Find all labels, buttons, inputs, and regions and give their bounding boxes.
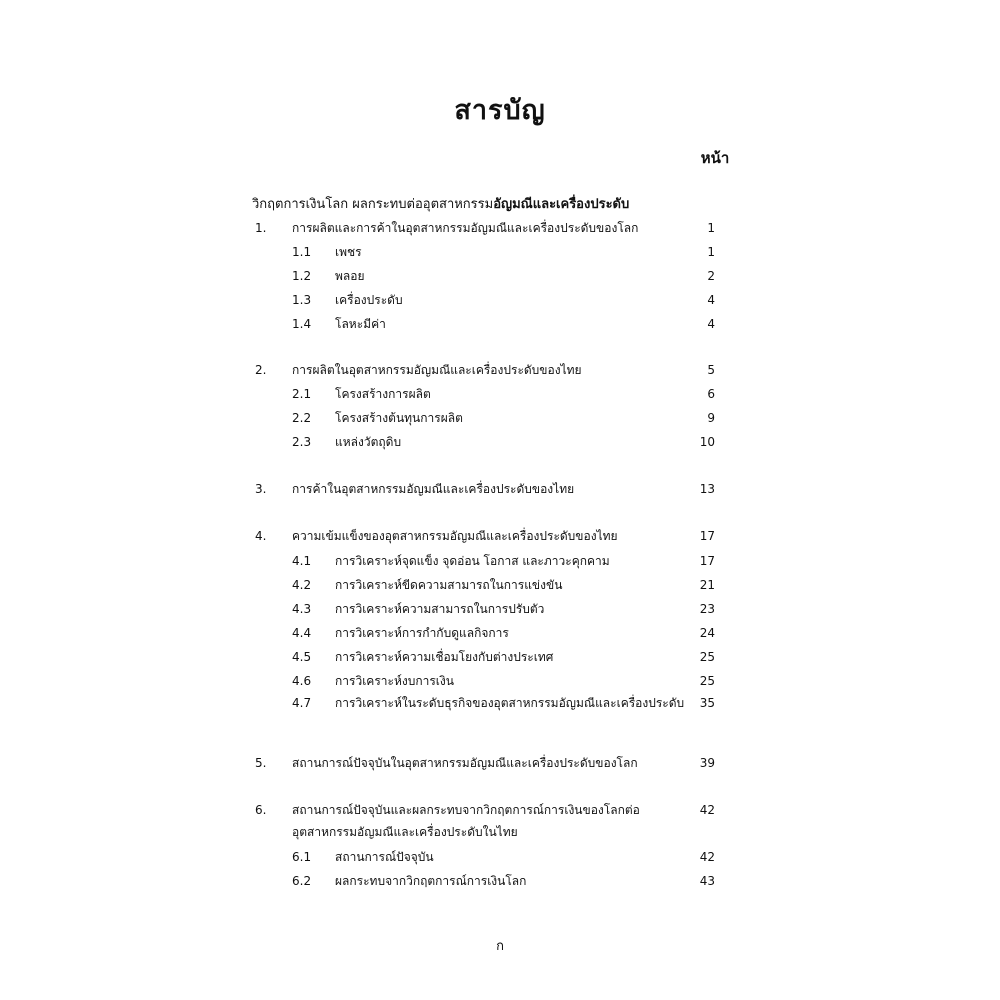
toc-entry-number: 1.1: [292, 245, 312, 259]
toc-entry-page: 17: [699, 529, 715, 543]
toc-entry-number: 4.2: [292, 578, 312, 592]
toc-entry-3[interactable]: [0, 478, 1000, 500]
toc-entry-4[interactable]: [0, 525, 1000, 547]
toc-entry-label: ความเข้มแข็งของอุตสาหกรรมอัญมณีและเครื่องประดับของไทย: [292, 529, 618, 543]
toc-entry-label: การผลิตและการค้าในอุตสาหกรรมอัญมณีและเครื่องประดับของโลก: [292, 221, 639, 235]
footer-page-number: ก: [496, 939, 504, 954]
toc-entry-number: 1.: [255, 221, 267, 235]
toc-entry-label: ผลกระทบจากวิกฤตการณ์การเงินโลก: [335, 874, 527, 888]
toc-entry-4-2[interactable]: [0, 574, 1000, 596]
toc-entry-number: 5.: [255, 756, 267, 770]
toc-entry-2-2[interactable]: [0, 407, 1000, 429]
toc-entry-number: 4.: [255, 529, 267, 543]
toc-entry-number: 2.1: [292, 387, 312, 401]
toc-entry-page: 2: [707, 269, 715, 283]
toc-entry-1-2[interactable]: [0, 265, 1000, 287]
toc-entry-page: 17: [699, 554, 715, 568]
toc-entry-6[interactable]: [0, 799, 1000, 821]
toc-entry-label: การวิเคราะห์ความสามารถในการปรับตัว: [335, 602, 545, 616]
toc-entry-label: สถานการณ์ปัจจุบันและผลกระทบจากวิกฤตการณ์การเงินของโลกต่อ: [292, 803, 640, 817]
toc-entry-1[interactable]: [0, 217, 1000, 239]
toc-entry-number: 3.: [255, 482, 267, 496]
toc-entry-page: 25: [699, 674, 715, 688]
page-title: สารบัญ: [454, 95, 546, 126]
toc-entry-number: 4.1: [292, 554, 312, 568]
toc-entry-2-1[interactable]: [0, 383, 1000, 405]
toc-entry-number: 4.6: [292, 674, 312, 688]
toc-entry-page: 42: [699, 803, 715, 817]
toc-entry-number: 6.1: [292, 850, 312, 864]
toc-entry-label: การผลิตในอุตสาหกรรมอัญมณีและเครื่องประดับของไทย: [292, 363, 582, 377]
toc-entry-page: 10: [699, 435, 715, 449]
toc-entry-2[interactable]: [0, 359, 1000, 381]
toc-entry-page: 42: [699, 850, 715, 864]
toc-entry-6-1[interactable]: [0, 846, 1000, 868]
toc-entry-number: 4.7: [292, 696, 312, 710]
toc-entry-page: 35: [699, 696, 715, 710]
toc-entry-label: การวิเคราะห์ในระดับธุรกิจของอุตสาหกรรมอัญมณีและเครื่องประดับ: [335, 696, 685, 710]
toc-entry-6-continuation: [0, 821, 1000, 843]
toc-intro-bold: อัญมณีและเครื่องประดับ: [493, 197, 630, 212]
toc-entry-number: 2.3: [292, 435, 312, 449]
toc-entry-label: การวิเคราะห์จุดแข็ง จุดอ่อน โอกาส และภาวะคุกคาม: [335, 554, 610, 568]
toc-entry-page: 21: [699, 578, 715, 592]
toc-entry-label: โลหะมีค่า: [335, 317, 386, 331]
toc-entry-label: การวิเคราะห์ขีดความสามารถในการแข่งขัน: [335, 578, 563, 592]
toc-entry-label: โครงสร้างการผลิต: [335, 387, 431, 401]
toc-entry-number: 4.3: [292, 602, 312, 616]
toc-entry-number: 6.2: [292, 874, 312, 888]
toc-entry-4-3[interactable]: [0, 598, 1000, 620]
toc-entry-page: 43: [699, 874, 715, 888]
toc-entry-label: สถานการณ์ปัจจุบัน: [335, 850, 434, 864]
page-column-header: หน้า: [700, 149, 730, 167]
toc-entry-page: 23: [699, 602, 715, 616]
toc-entry-label: เพชร: [335, 245, 362, 259]
toc-entry-1-1[interactable]: [0, 241, 1000, 263]
toc-entry-number: 2.2: [292, 411, 312, 425]
toc-entry-4-5[interactable]: [0, 646, 1000, 668]
toc-entry-number: 4.4: [292, 626, 312, 640]
toc-entry-page: 5: [707, 363, 715, 377]
toc-entry-label: โครงสร้างต้นทุนการผลิต: [335, 411, 463, 425]
toc-entry-4-6[interactable]: [0, 670, 1000, 692]
toc-intro-plain: วิกฤตการเงินโลก ผลกระทบต่ออุตสาหกรรม: [252, 197, 494, 212]
toc-entry-number: 1.3: [292, 293, 312, 307]
toc-entry-page: 4: [707, 293, 715, 307]
toc-entry-page: 24: [699, 626, 715, 640]
toc-entry-label: การวิเคราะห์การกำกับดูแลกิจการ: [335, 626, 509, 640]
toc-entry-label: แหล่งวัตถุดิบ: [335, 435, 402, 449]
toc-entry-label: อุตสาหกรรมอัญมณีและเครื่องประดับในไทย: [292, 825, 518, 839]
toc-entry-label: พลอย: [335, 269, 365, 283]
toc-entry-page: 1: [707, 245, 715, 259]
toc-entry-number: 4.5: [292, 650, 312, 664]
toc-entry-4-4[interactable]: [0, 622, 1000, 644]
toc-entry-label: การวิเคราะห์ความเชื่อมโยงกับต่างประเทศ: [335, 650, 554, 664]
toc-intro-heading: [252, 193, 629, 214]
toc-entry-6-2[interactable]: [0, 870, 1000, 892]
toc-entry-page: 4: [707, 317, 715, 331]
toc-entry-label: การค้าในอุตสาหกรรมอัญมณีและเครื่องประดับของไทย: [292, 482, 575, 496]
toc-entry-label: การวิเคราะห์งบการเงิน: [335, 674, 454, 688]
toc-entry-number: 6.: [255, 803, 267, 817]
toc-entry-number: 1.2: [292, 269, 312, 283]
toc-entry-number: 1.4: [292, 317, 312, 331]
toc-entry-page: 39: [699, 756, 715, 770]
toc-entry-4-1[interactable]: [0, 550, 1000, 572]
toc-entry-page: 13: [699, 482, 715, 496]
toc-entry-page: 9: [707, 411, 715, 425]
toc-entry-5[interactable]: [0, 752, 1000, 774]
toc-entry-page: 1: [707, 221, 715, 235]
toc-entry-2-3[interactable]: [0, 431, 1000, 453]
toc-entry-1-4[interactable]: [0, 313, 1000, 335]
toc-entry-label: เครื่องประดับ: [335, 293, 403, 307]
toc-entry-1-3[interactable]: [0, 289, 1000, 311]
toc-entry-page: 6: [707, 387, 715, 401]
toc-entry-4-7[interactable]: [0, 692, 1000, 714]
toc-entry-number: 2.: [255, 363, 267, 377]
toc-entry-label: สถานการณ์ปัจจุบันในอุตสาหกรรมอัญมณีและเครื่องประดับของโลก: [292, 756, 638, 770]
toc-entry-page: 25: [699, 650, 715, 664]
